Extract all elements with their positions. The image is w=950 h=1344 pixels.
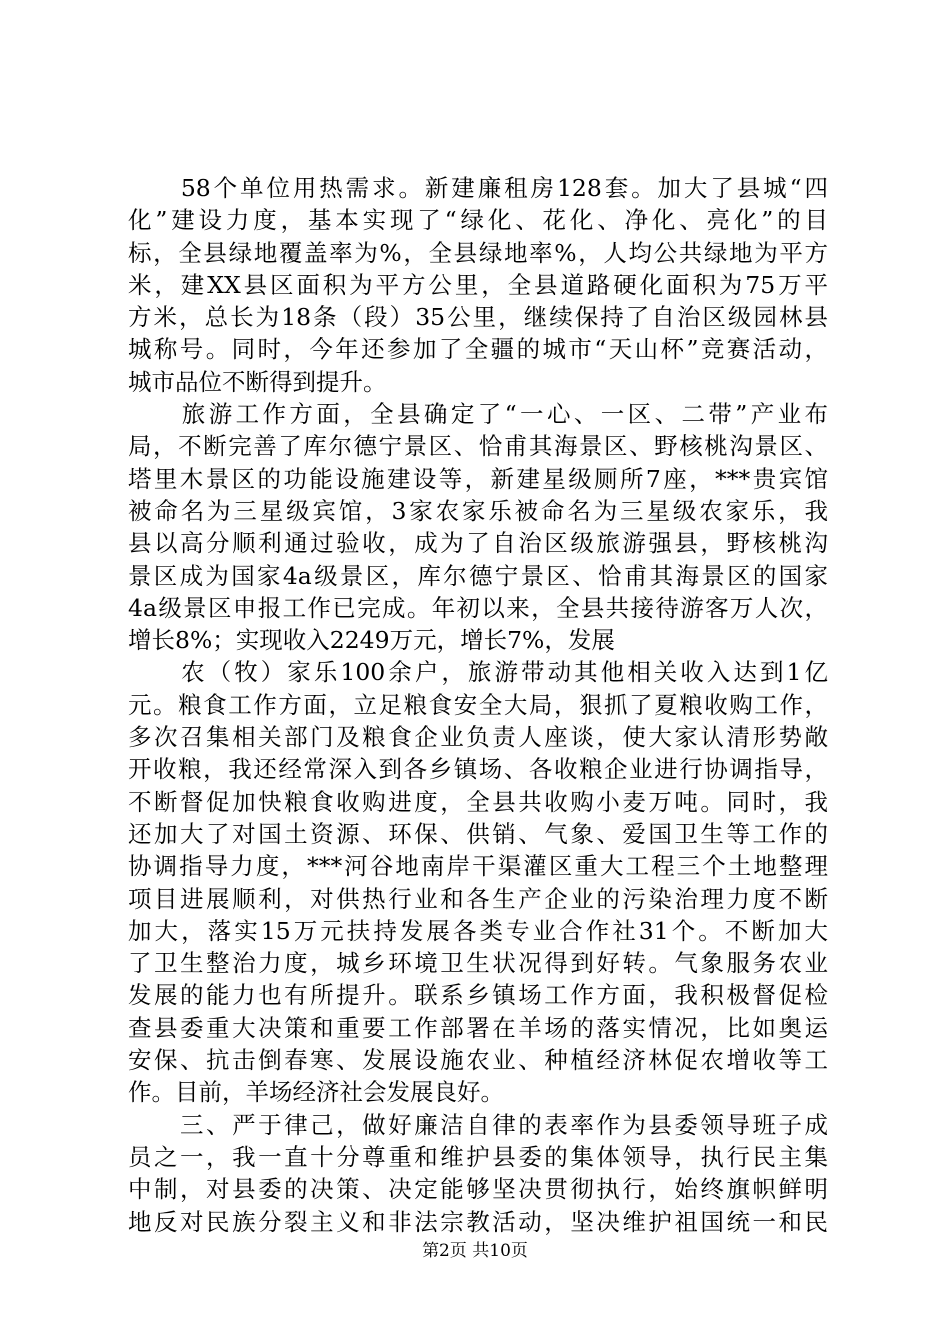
text-line: 化”建设力度，基本实现了“绿化、花化、净化、亮化”的目 [128, 206, 828, 235]
text-line: 农（牧）家乐100余户，旅游带动其他相关收入达到1亿 [128, 658, 828, 687]
text-line: 作。目前，羊场经济社会发展良好。 [128, 1078, 504, 1107]
text-line: 景区成为国家4a级景区，库尔德宁景区、恰甫其海景区的国家 [128, 561, 828, 590]
text-line: 58个单位用热需求。新建廉租房128套。加大了县城“四 [128, 174, 828, 202]
text-line: 增长8%；实现收入2249万元，增长7%，发展 [128, 626, 615, 655]
text-line: 员之一，我一直十分尊重和维护县委的集体领导，执行民主集 [128, 1142, 828, 1171]
text-line: 被命名为三星级宾馆，3家农家乐被命名为三星级农家乐，我 [128, 496, 828, 525]
text-line: 地反对民族分裂主义和非法宗教活动，坚决维护祖国统一和民 [128, 1207, 828, 1236]
text-line: 加大，落实15万元扶持发展各类专业合作社31个。不断加大 [128, 916, 828, 945]
text-line: 标，全县绿地覆盖率为%，全县绿地率%，人均公共绿地为平方 [128, 238, 828, 267]
text-line: 元。粮食工作方面，立足粮食安全大局，狠抓了夏粮收购工作， [128, 690, 828, 719]
text-line: 开收粮，我还经常深入到各乡镇场、各收粮企业进行协调指导， [128, 755, 828, 784]
text-line: 不断督促加快粮食收购进度，全县共收购小麦万吨。同时，我 [128, 787, 828, 816]
text-line: 米，建XX县区面积为平方公里，全县道路硬化面积为75万平 [128, 270, 828, 299]
text-line: 多次召集相关部门及粮食企业负责人座谈，使大家认清形势敞 [128, 723, 828, 752]
text-line: 塔里木景区的功能设施建设等，新建星级厕所7座，***贵宾馆 [128, 464, 828, 493]
document-body [128, 172, 828, 1238]
text-line: 中制，对县委的决策、决定能够坚决贯彻执行，始终旗帜鲜明 [128, 1175, 828, 1204]
text-line: 城市品位不断得到提升。 [128, 367, 387, 396]
text-line: 4a级景区申报工作已完成。年初以来，全县共接待游客万人次， [128, 593, 828, 622]
text-line: 安保、抗击倒春寒、发展设施农业、种植经济林促农增收等工 [128, 1046, 828, 1075]
text-line: 还加大了对国土资源、环保、供销、气象、爱国卫生等工作的 [128, 819, 828, 848]
text-line: 查县委重大决策和重要工作部署在羊场的落实情况，比如奥运 [128, 1013, 828, 1042]
text-line: 了卫生整治力度，城乡环境卫生状况得到好转。气象服务农业 [128, 949, 828, 978]
text-line: 方米，总长为18条（段）35公里，继续保持了自治区级园林县 [128, 303, 828, 332]
text-line: 局，不断完善了库尔德宁景区、恰甫其海景区、野核桃沟景区、 [128, 432, 828, 461]
text-line: 发展的能力也有所提升。联系乡镇场工作方面，我积极督促检 [128, 981, 828, 1010]
text-line: 城称号。同时，今年还参加了全疆的城市“天山杯”竞赛活动， [128, 335, 828, 364]
text-line: 协调指导力度，***河谷地南岸干渠灌区重大工程三个土地整理 [128, 852, 828, 881]
page-footer: 第2页 共10页 [422, 1241, 528, 1261]
text-line: 项目进展顺利，对供热行业和各生产企业的污染治理力度不断 [128, 884, 828, 913]
text-line: 旅游工作方面，全县确定了“一心、一区、二带”产业布 [128, 400, 828, 429]
text-line: 三、严于律己，做好廉洁自律的表率作为县委领导班子成 [128, 1110, 828, 1139]
text-line: 县以高分顺利通过验收，成为了自治区级旅游强县，野核桃沟 [128, 529, 828, 558]
